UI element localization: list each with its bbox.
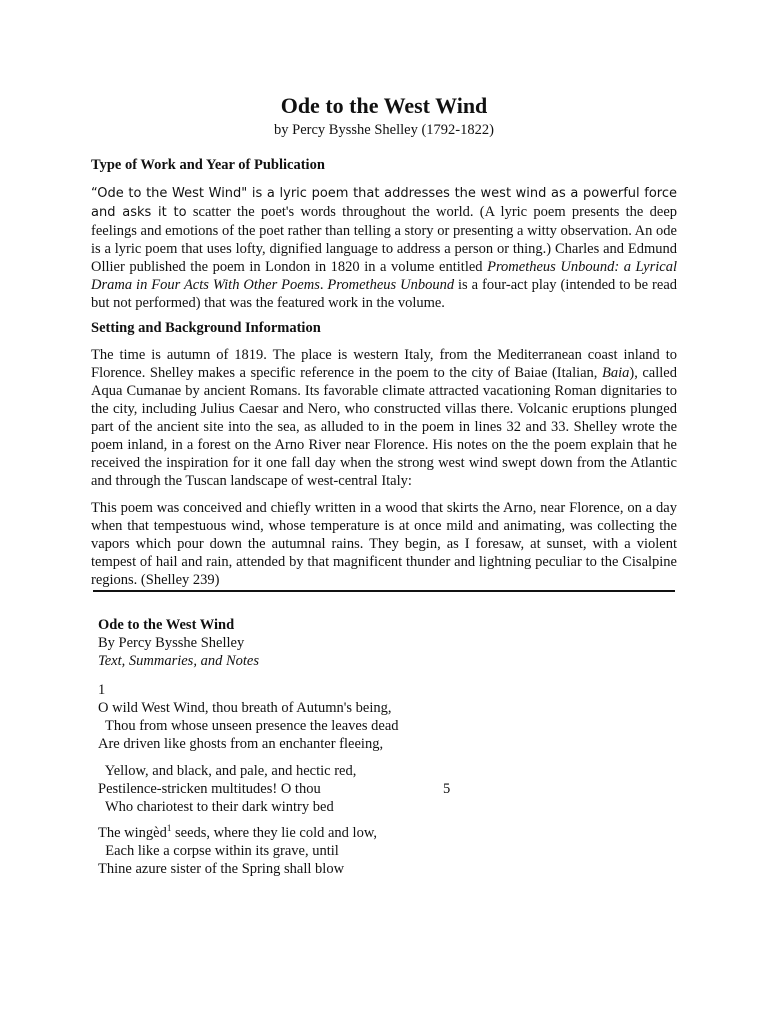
- paragraph-text-cont: ), called Aqua Cumanae by ancient Romans. Its favorable climate attracted vacationing Roman dignitaries to the city, including Julius Caesar and Nero, who constructed villas there. Volcanic eruptions plunged part of the ancient site into the sea, as alluded to in the poem in lines 32 and 33. Shelley wrote the poem inland, in a forest on the Arno River near Florence. His notes on the the poem explain that he received the inspiration for it one fall day when the strong west wind swept down from the Atlantic and through the Tuscan landscape of west-central Italy:: [91, 365, 677, 489]
- horizontal-divider: [93, 590, 675, 592]
- poem-line-end: seeds, where they lie cold and low,: [171, 825, 377, 841]
- paragraph-text: scatter the poet's words throughout the world. (A lyric poem presents the deep feelings and emotions of the poet rather than telling a story or presenting a witty observation. An ode is a lyric poem that uses lofty, dignified language to address a person or thing.) Charles and Edmund Ollier published the poem in London in 1820 in a volume entitled: [91, 204, 678, 275]
- author-byline: by Percy Bysshe Shelley (1792-1822): [274, 122, 494, 138]
- page-title: Ode to the West Wind: [280, 93, 488, 118]
- book-subtitle-italic: a Lyrical Drama in Four Acts With Other Poems: [91, 259, 677, 293]
- poem-title: Ode to the West Wind: [98, 617, 235, 633]
- book-title-italic: Prometheus Unbound: [487, 259, 615, 275]
- poem-stanza-1: [98, 681, 658, 753]
- poem-line: Thou from whose unseen presence the leaves dead: [98, 718, 399, 734]
- section-heading-setting: Setting and Background Information: [91, 320, 321, 336]
- poem-author: By Percy Bysshe Shelley: [98, 635, 245, 651]
- poem-line: [98, 824, 658, 842]
- poem-line-with-number: [98, 780, 658, 798]
- paragraph-ending-text: is a four-act play (intended to be read but not performed) that was the featured work in the volume.: [91, 277, 678, 311]
- poem-stanza-3: [98, 824, 658, 878]
- italian-name-italic: Baia: [601, 365, 630, 381]
- section-heading-type-of-work: Type of Work and Year of Publication: [91, 157, 325, 173]
- canto-number: 1: [98, 682, 106, 698]
- paragraph-text: The time is autumn of 1819. The place is western Italy, from the Mediterranean coast inland to Florence. Shelley makes a specific reference in the poem to the city of Baiae (Italian,: [91, 347, 677, 381]
- paragraph-type-of-work: [91, 184, 677, 312]
- footnote-marker: 1: [166, 823, 172, 834]
- poem-line: O wild West Wind, thou breath of Autumn's being,: [98, 700, 392, 716]
- poem-line-start: The wingèd: [98, 825, 167, 841]
- block-quote-shelley-note: This poem was conceived and chiefly written in a wood that skirts the Arno, near Florence, on a day when that tempestuous wind, whose temperature is at once mild and animating, was collecting the vapors which pour down the autumnal rains. They begin, as I foresaw, at sunset, with a violent tempest of hail and rain, attended by that magnificent thunder and lightning peculiar to the Cisalpine regions. (Shelley 239): [91, 500, 677, 588]
- poem-line: Are driven like ghosts from an enchanter fleeing,: [98, 736, 384, 752]
- poem-line-text: Pestilence-stricken multitudes! O thou: [98, 781, 321, 797]
- poem-line: Thine azure sister of the Spring shall blow: [98, 861, 345, 877]
- line-number: 5: [443, 781, 451, 797]
- paragraph-opening-text: “Ode to the West Wind" is a lyric poem that addresses the west wind as a powerful force and asks it to: [91, 186, 677, 220]
- poem-header: [98, 616, 658, 670]
- poem-line: Each like a corpse within its grave, until: [98, 843, 339, 859]
- paragraph-setting: [91, 346, 677, 490]
- book-title-italic-2: Prometheus Unbound: [327, 277, 455, 293]
- poem-subtitle: Text, Summaries, and Notes: [98, 653, 259, 669]
- poem-stanza-2: [98, 762, 658, 816]
- poem-line: Yellow, and black, and pale, and hectic red,: [98, 763, 357, 779]
- poem-line: Who chariotest to their dark wintry bed: [98, 799, 334, 815]
- period-text: .: [319, 277, 328, 293]
- colon-text: :: [614, 259, 624, 275]
